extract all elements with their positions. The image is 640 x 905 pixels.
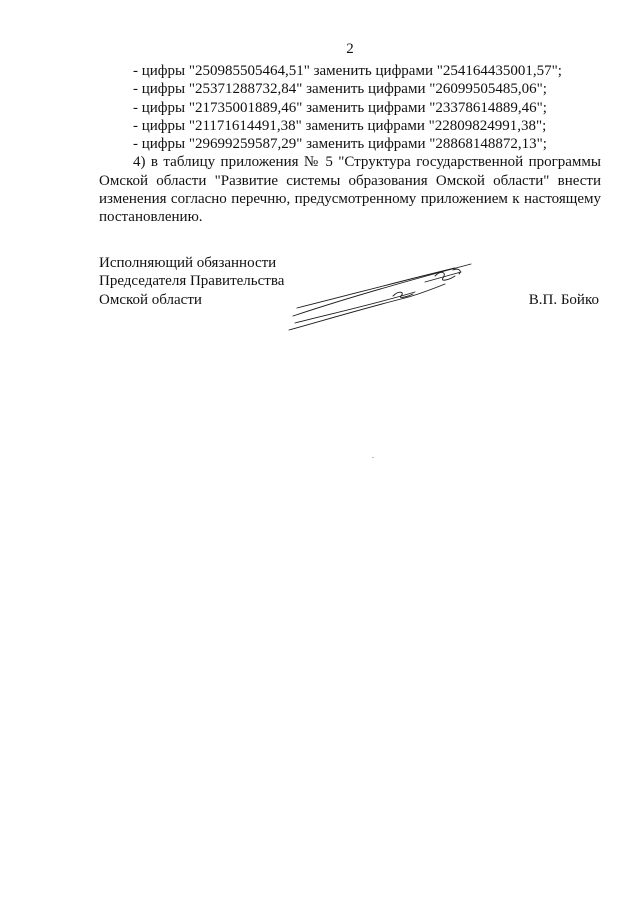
signatory-title-line-1: Исполняющий обязанности <box>99 255 277 271</box>
page-number: 2 <box>346 41 354 57</box>
signatory-name: В.П. Бойко <box>528 291 599 308</box>
scan-speck <box>372 457 374 458</box>
replacement-line: - цифры "250985505464,51" заменить цифрами "254164435001,57"; <box>133 63 562 79</box>
signatory-title-line-3: Омской области <box>99 291 202 308</box>
handwritten-signature <box>285 258 485 338</box>
signatory-title-line-2: Председателя Правительства <box>99 273 285 290</box>
replacement-line: - цифры "21171614491,38" заменить цифрами "22809824991,38"; <box>133 117 547 134</box>
replacement-line: - цифры "25371288732,84" заменить цифрами "26099505485,06"; <box>133 81 547 98</box>
replacement-line: - цифры "21735001889,46" заменить цифрами "23378614889,46"; <box>133 99 547 116</box>
replacement-line: - цифры "29699259587,29" заменить цифрами "28868148872,13"; <box>133 136 547 153</box>
document-body <box>99 62 601 227</box>
paragraph-4: 4) в таблицу приложения № 5 "Структура государственной программы Омской области "Развитие системы образования Омской области" внести изменения согласно перечню, предусмотренному приложением к настоящему постановлению. <box>99 154 601 226</box>
